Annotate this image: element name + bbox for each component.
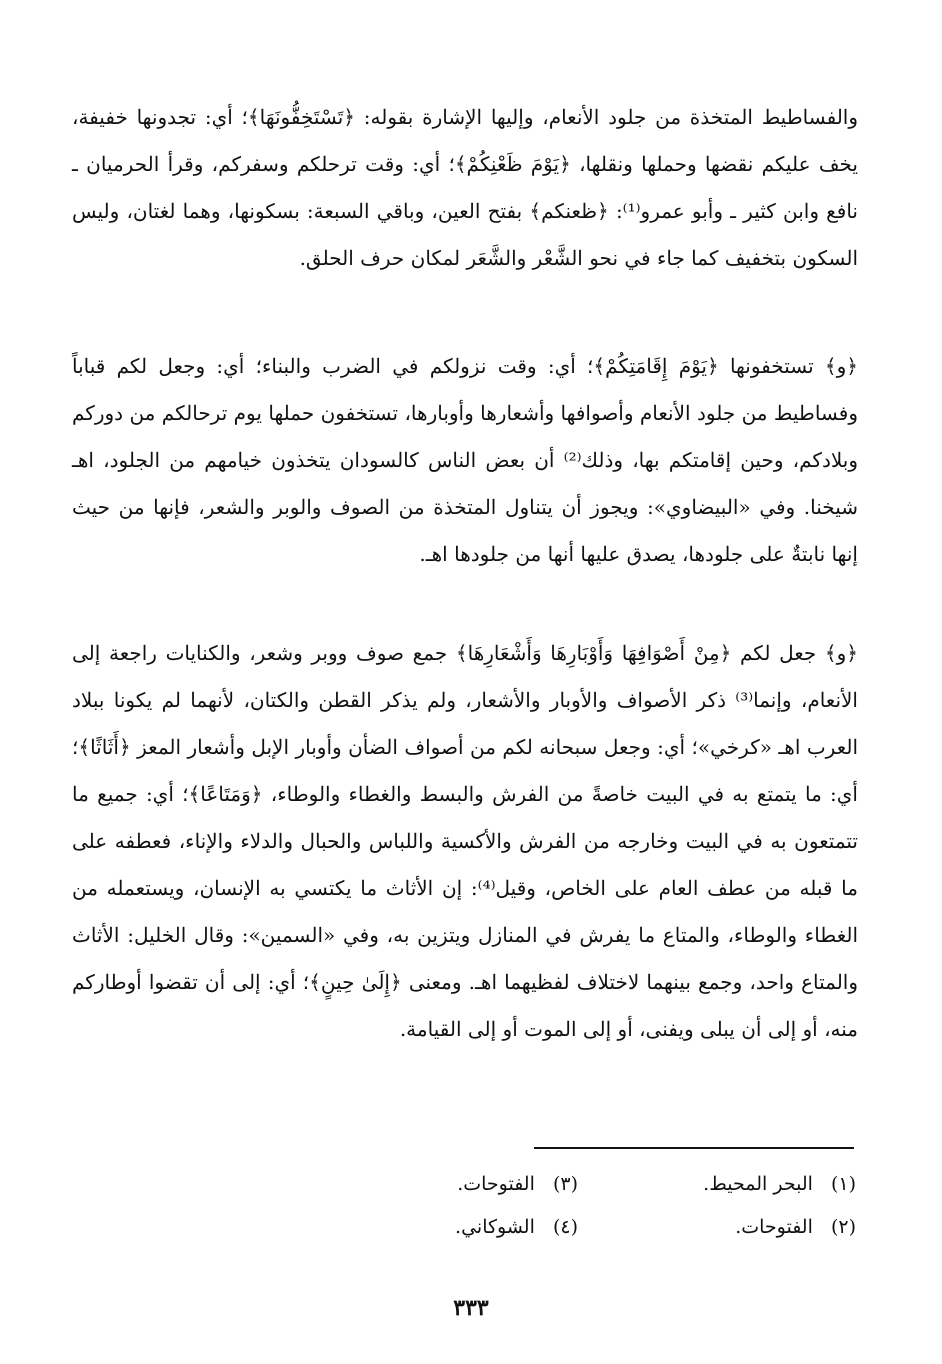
footnote-2 xyxy=(578,1206,856,1249)
footnote-3 xyxy=(300,1163,578,1206)
page-number: ٣٣٣ xyxy=(453,1295,489,1321)
footnote-text: الفتوحات. xyxy=(735,1216,813,1238)
footnote-separator xyxy=(534,1147,854,1149)
paragraph-2: ﴿و﴾ تستخفونها ﴿يَوْمَ إِقَامَتِكُمْ﴾؛ أي: وقت نزولكم في الضرب والبناء؛ أي: وجعل لكم قباباً وفساطيط من جلود الأنعام وأصوافها وأشعارها وأوبارها، تستخفون حملها يوم ترحالكم من دوركم وبلادكم، وحين إقامتكم بها، وذلك⁽²⁾ أن بعض الناس كالسودان يتخذون خيامهم من الجلود، اهـ شيخنا. وفي «البيضاوي»: ويجوز أن يتناول المتخذة من الصوف والوبر والشعر، فإنها من حيث إنها نابتةٌ على جلودها، يصدق عليها أنها من جلودها اهـ. xyxy=(72,354,859,566)
footnote-row xyxy=(300,1163,856,1206)
footnotes xyxy=(300,1163,856,1249)
footnote-number: (٣) xyxy=(552,1173,578,1195)
footnote-number: (٢) xyxy=(830,1216,856,1238)
paragraph-3: ﴿و﴾ جعل لكم ﴿مِنْ أَصْوَافِهَا وَأَوْبَارِهَا وَأَشْعَارِهَا﴾ جمع صوف ووبر وشعر، والكنايات راجعة إلى الأنعام، وإنما⁽³⁾ ذكر الأصواف والأوبار والأشعار، ولم يذكر القطن والكتان، لأنهما لم يكونا ببلاد العرب اهـ «كرخي»؛ أي: وجعل سبحانه لكم من أصواف الضأن وأوبار الإبل وأشعار المعز ﴿أَثَاثًا﴾؛ أي: ما يتمتع به في البيت خاصةً من الفرش والبسط والغطاء والوطاء، ﴿وَمَتَاعًا﴾؛ أي: جميع ما تتمتعون به في البيت وخارجه من الفرش والأكسية واللباس والحبال والدلاء والإناء، فعطفه على ما قبله من عطف العام على الخاص، وقيل⁽⁴⁾: إن الأثاث ما يكتسي به الإنسان، ويستعمله من الغطاء والوطاء، والمتاع ما يفرش في المنازل ويتزين به، وفي «السمين»: وقال الخليل: الأثاث والمتاع واحد، وجمع بينهما لاختلاف لفظيهما اهـ. ومعنى ﴿إِلَىٰ حِينٍ﴾؛ أي: إلى أن تقضوا أوطاركم منه، أو إلى أن يبلى ويفنى، أو إلى الموت أو إلى القيامة. xyxy=(72,641,859,1041)
footnote-text: البحر المحيط. xyxy=(703,1173,813,1195)
footnote-number: (٤) xyxy=(552,1216,578,1238)
footnote-4 xyxy=(300,1206,578,1249)
footnote-number: (١) xyxy=(830,1173,856,1195)
paragraph-1: والفساطيط المتخذة من جلود الأنعام، وإليها الإشارة بقوله: ﴿تَسْتَخِفُّونَهَا﴾؛ أي: تجدونها خفيفة، يخف عليكم نقضها وحملها ونقلها، ﴿يَوْمَ ظَعْنِكُمْ﴾؛ أي: وقت ترحلكم وسفركم، وقرأ الحرميان ـ نافع وابن كثير ـ وأبو عمرو⁽¹⁾: ﴿ظعنكم﴾ بفتح العين، وباقي السبعة: بسكونها، وهما لغتان، وليس السكون بتخفيف كما جاء في نحو الشَّعْر والشَّعَر لمكان حرف الحلق. xyxy=(72,105,858,270)
footnote-1 xyxy=(578,1163,856,1206)
footnote-row xyxy=(300,1206,856,1249)
footnote-text: الشوكاني. xyxy=(455,1216,535,1238)
footnote-text: الفتوحات. xyxy=(457,1173,535,1195)
